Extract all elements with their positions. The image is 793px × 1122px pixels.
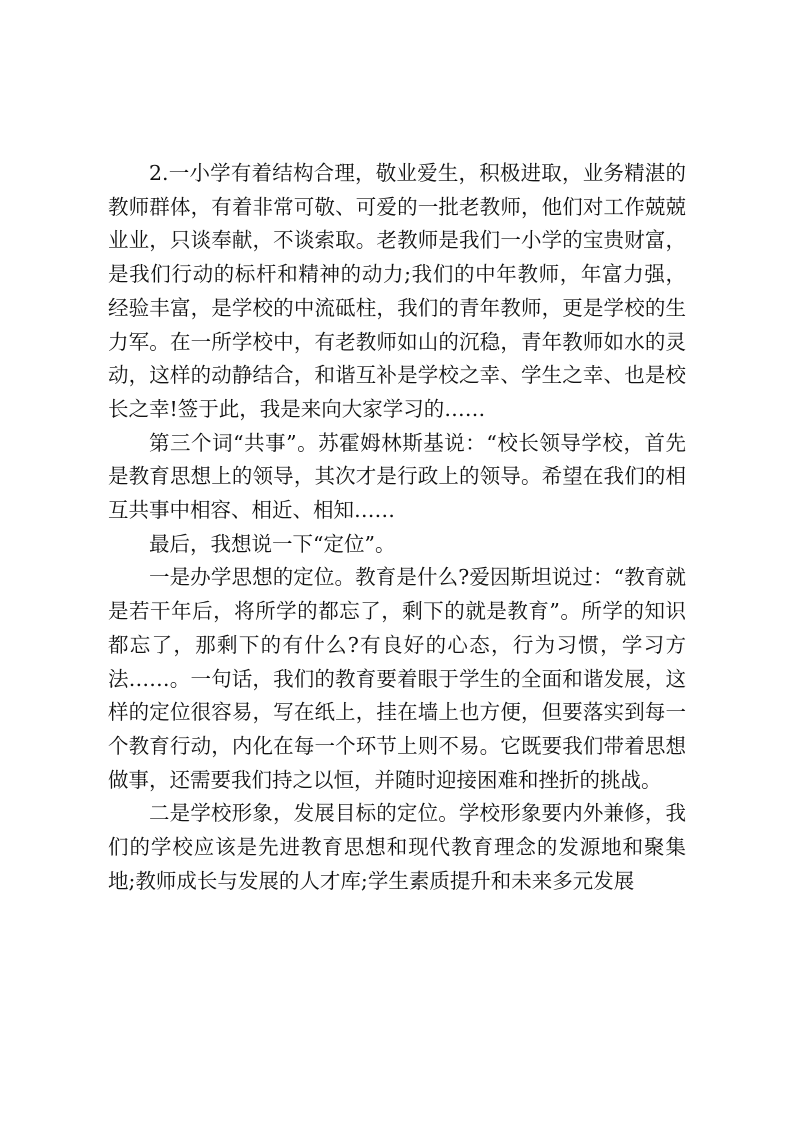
- paragraph-school-image: 二是学校形象，发展目标的定位。学校形象要内外兼修，我们的学校应该是先进教育思想和现代教育理念的发源地和聚集地;教师成长与发展的人才库;学生素质提升和未来多元发展: [108, 801, 686, 893]
- document-body: [108, 157, 686, 898]
- paragraph-positioning-intro: 最后，我想说一下“定位”。: [149, 531, 396, 556]
- paragraph-teachers: 2.一小学有着结构合理，敬业爱生，积极进取，业务精湛的教师群体，有着非常可敬、可爱的一批老教师，他们对工作兢兢业业，只谈奉献，不谈索取。老教师是我们一小学的宝贵财富，是我们行动的标杆和精神的动力;我们的中年教师，年富力强，经验丰富，是学校的中流砥柱，我们的青年教师，更是学校的生力军。在一所学校中，有老教师如山的沉稳，青年教师如水的灵动，这样的动静结合，和谐互补是学校之幸、学生之幸、也是校长之幸!签于此，我是来向大家学习的……: [108, 161, 686, 421]
- paragraph-third-word-cooperation: 第三个词“共事”。苏霍姆林斯基说：“校长领导学校，首先是教育思想上的领导，其次才是行政上的领导。希望在我们的相互共事中相容、相近、相知……: [108, 430, 686, 523]
- paragraph-school-philosophy: 一是办学思想的定位。教育是什么?爱因斯坦说过：“教育就是若干年后，将所学的都忘了，剩下的就是教育”。所学的知识都忘了，那剩下的有什么?有良好的心态，行为习惯，学习方法……。一句话，我们的教育要着眼于学生的全面和谐发展，这样的定位很容易，写在纸上，挂在墙上也方便，但要落实到每一个教育行动，内化在每一个环节上则不易。它既要我们带着思想做事，还需要我们持之以恒，并随时迎接困难和挫折的挑战。: [108, 565, 686, 792]
